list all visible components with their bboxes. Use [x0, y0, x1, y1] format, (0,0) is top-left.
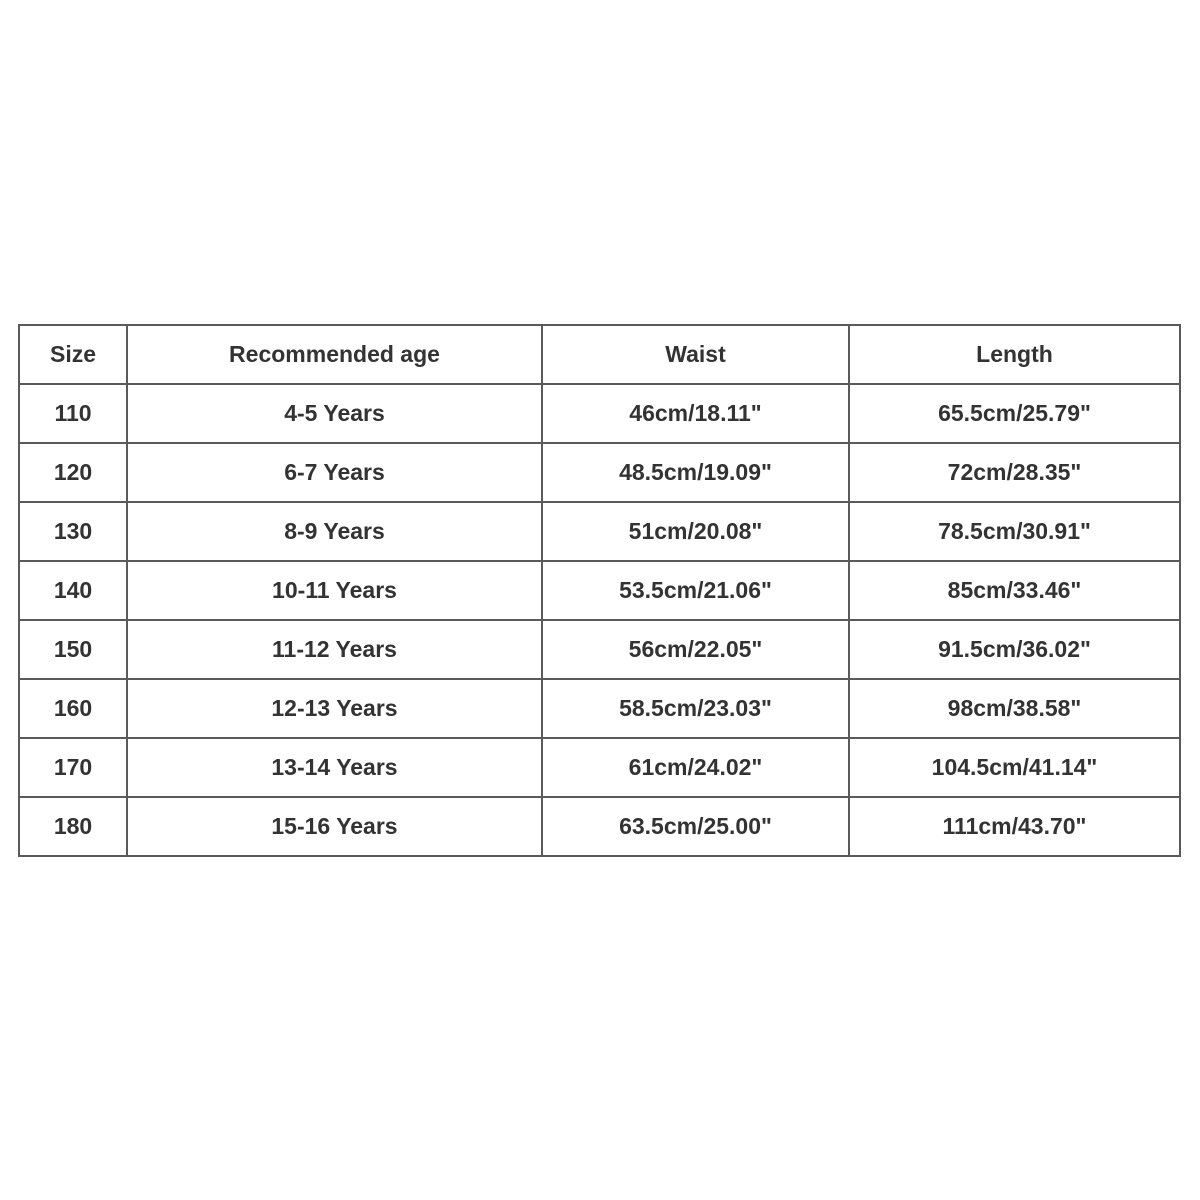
cell-size: 120 — [19, 443, 127, 502]
cell-waist: 63.5cm/25.00" — [542, 797, 849, 856]
table-row — [19, 443, 1180, 502]
cell-size: 110 — [19, 384, 127, 443]
header-size: Size — [19, 325, 127, 384]
table-row — [19, 797, 1180, 856]
cell-waist: 53.5cm/21.06" — [542, 561, 849, 620]
cell-waist: 51cm/20.08" — [542, 502, 849, 561]
cell-recommended-age: 11-12 Years — [127, 620, 542, 679]
cell-recommended-age: 12-13 Years — [127, 679, 542, 738]
cell-size: 180 — [19, 797, 127, 856]
size-chart-table — [18, 324, 1181, 857]
table-row — [19, 384, 1180, 443]
cell-size: 140 — [19, 561, 127, 620]
table-row — [19, 738, 1180, 797]
header-waist: Waist — [542, 325, 849, 384]
cell-waist: 58.5cm/23.03" — [542, 679, 849, 738]
cell-length: 72cm/28.35" — [849, 443, 1180, 502]
cell-recommended-age: 8-9 Years — [127, 502, 542, 561]
cell-length: 104.5cm/41.14" — [849, 738, 1180, 797]
cell-size: 130 — [19, 502, 127, 561]
header-length: Length — [849, 325, 1180, 384]
cell-length: 65.5cm/25.79" — [849, 384, 1180, 443]
cell-recommended-age: 10-11 Years — [127, 561, 542, 620]
table-row — [19, 620, 1180, 679]
cell-size: 150 — [19, 620, 127, 679]
header-recommended-age: Recommended age — [127, 325, 542, 384]
cell-size: 170 — [19, 738, 127, 797]
cell-recommended-age: 4-5 Years — [127, 384, 542, 443]
table-header-row — [19, 325, 1180, 384]
cell-waist: 61cm/24.02" — [542, 738, 849, 797]
cell-waist: 46cm/18.11" — [542, 384, 849, 443]
cell-length: 98cm/38.58" — [849, 679, 1180, 738]
cell-recommended-age: 6-7 Years — [127, 443, 542, 502]
cell-recommended-age: 13-14 Years — [127, 738, 542, 797]
cell-size: 160 — [19, 679, 127, 738]
cell-waist: 48.5cm/19.09" — [542, 443, 849, 502]
table-row — [19, 561, 1180, 620]
cell-length: 111cm/43.70" — [849, 797, 1180, 856]
cell-length: 78.5cm/30.91" — [849, 502, 1180, 561]
cell-waist: 56cm/22.05" — [542, 620, 849, 679]
cell-recommended-age: 15-16 Years — [127, 797, 542, 856]
table-row — [19, 502, 1180, 561]
table-row — [19, 679, 1180, 738]
cell-length: 91.5cm/36.02" — [849, 620, 1180, 679]
cell-length: 85cm/33.46" — [849, 561, 1180, 620]
